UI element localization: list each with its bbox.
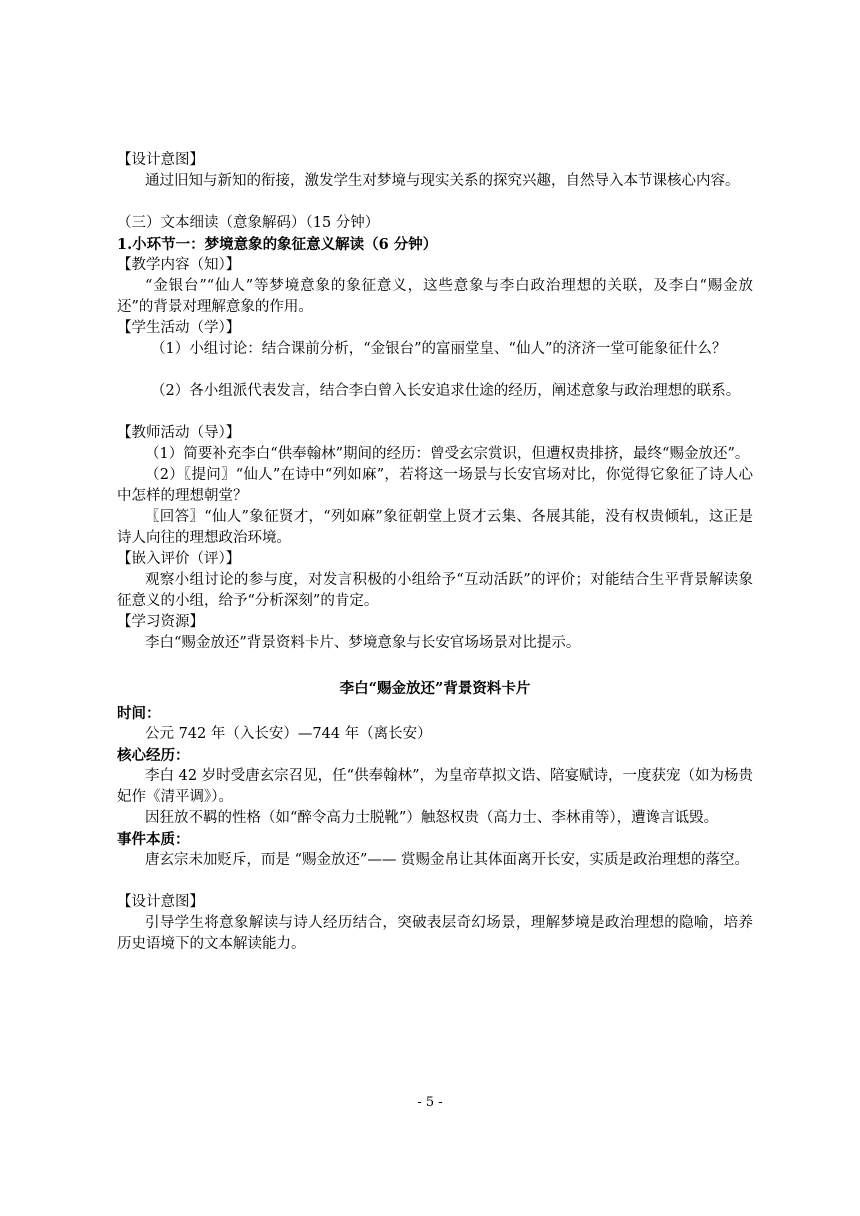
card-time-text: 公元 742 年（入长安）—744 年（离长安） [145,726,432,742]
teaching-content-text: “金银台”“仙人”等梦境意象的象征意义，这些意象与李白政治理想的关联，及李白“赐金放还”的背景对理解意象的作用。 [117,278,753,315]
teaching-content-heading: 【教学内容（知）】 [117,257,241,273]
embedded-evaluation-text: 观察小组讨论的参与度，对发言积极的小组给予“互动活跃”的评价；对能结合生平背景解读象征意义的小组，给予“分析深刻”的肯定。 [117,572,753,609]
section-heading-text-reading: （三）文本细读（意象解码）（15 分钟） [117,215,380,231]
student-activity-item-1: （1）小组讨论：结合课前分析，“金银台”的富丽堂皇、“仙人”的济济一堂可能象征什么？ [151,341,727,357]
learning-resources-text: 李白“赐金放还”背景资料卡片、梦境意象与长安官场场景对比提示。 [145,635,581,651]
card-essence-text: 唐玄宗未加贬斥，而是 “赐金放还”—— 赏赐金帛让其体面离开长安，实质是政治理想的落空。 [145,852,750,868]
page-number: - 5 - [417,1095,443,1110]
student-activity-heading: 【学生活动（学）】 [117,320,241,336]
card-time-label: 时间： [117,705,161,722]
card-experience-text-1: 李白 42 岁时受唐玄宗召见，任“供奉翰林”，为皇帝草拟文诰、陪宴赋诗，一度获宠（如为杨贵妃作《清平调》）。 [117,768,753,805]
card-essence-label: 事件本质： [117,831,190,848]
card-experience-text-2: 因狂放不羁的性格（如“醉令高力士脱靴”）触怒权贵（高力士、李林甫等），遭谗言诋毁。 [145,810,719,826]
teacher-activity-heading: 【教师活动（导）】 [117,425,241,441]
student-activity-item-2: （2）各小组派代表发言，结合李白曾入长安追求仕途的经历，阐述意象与政治理想的联系。 [151,383,741,399]
embedded-evaluation-heading: 【嵌入评价（评）】 [117,551,241,567]
learning-resources-heading: 【学习资源】 [117,614,204,630]
design-intent-text: 通过旧知与新知的衔接，激发学生对梦境与现实关系的探究兴趣，自然导入本节课核心内容。 [145,173,740,189]
subsection-heading-1: 1.小环节一：梦境意象的象征意义解读（6 分钟） [117,236,438,253]
teacher-activity-item-1: （1）简要补充李白“供奉翰林”期间的经历：曾受玄宗赏识，但遭权贵排挤，最终“赐金放还”。 [145,446,750,462]
resource-card-title: 李白“赐金放还”背景资料卡片 [339,680,531,697]
card-experience-label: 核心经历： [117,747,190,764]
design-intent-heading-2: 【设计意图】 [117,894,204,910]
teacher-activity-item-2: （2）〖提问〗“仙人”在诗中“列如麻”，若将这一场景与长安官场对比，你觉得它象征了诗人心中怎样的理想朝堂？ [117,467,753,504]
design-intent-heading: 【设计意图】 [117,152,204,168]
design-intent-text-2: 引导学生将意象解读与诗人经历结合，突破表层奇幻场景，理解梦境是政治理想的隐喻，培养历史语境下的文本解读能力。 [117,915,753,952]
page-content [117,150,753,955]
teacher-activity-item-3: 〖回答〗“仙人”象征贤才，“列如麻”象征朝堂上贤才云集、各展其能，没有权贵倾轧，这正是诗人向往的理想政治环境。 [117,509,753,546]
